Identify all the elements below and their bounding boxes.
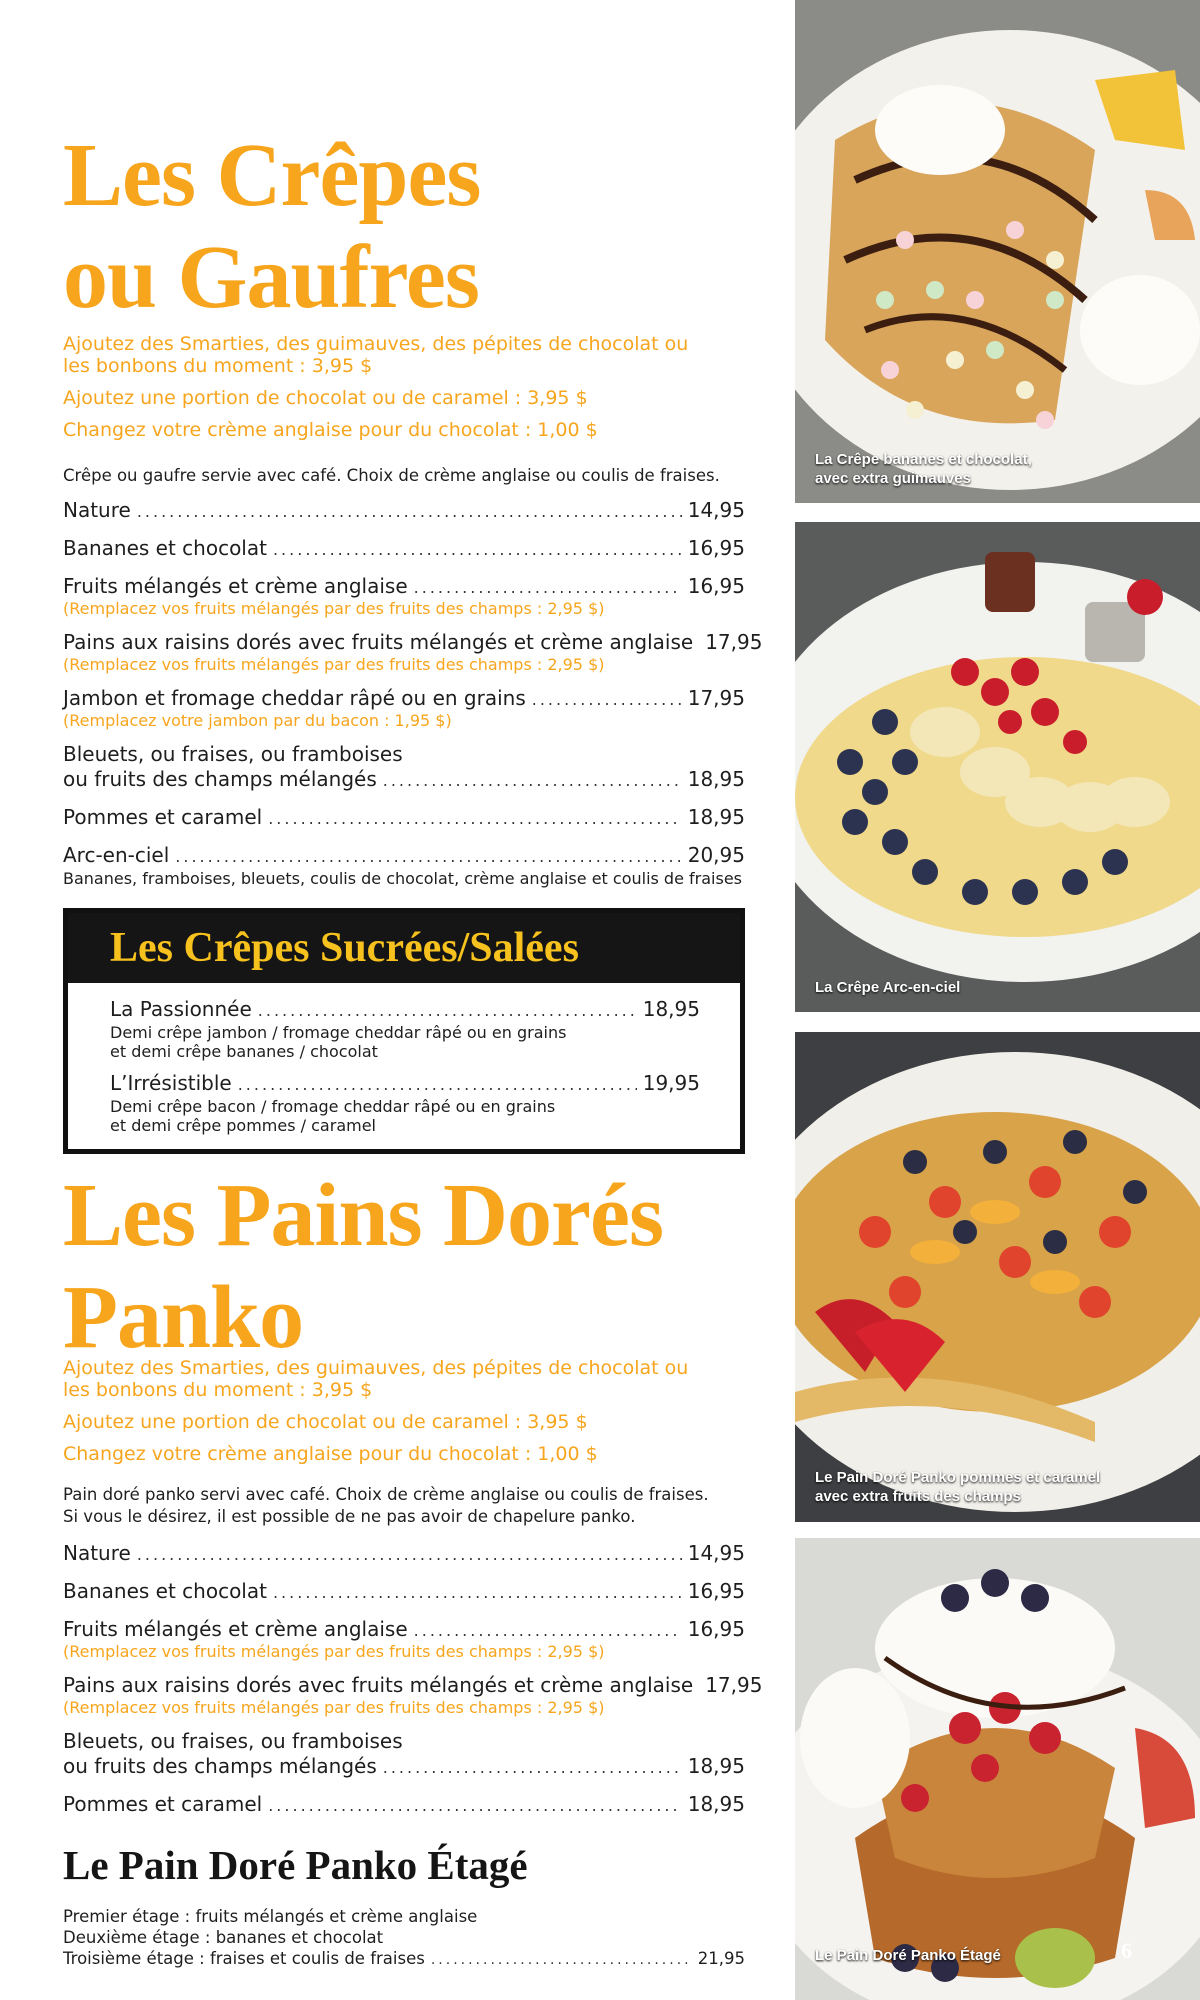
menu-item: Pommes et caramel ..... 18,95 xyxy=(63,1792,745,1818)
menu-item: La Passionnée ..... 18,95 Demi crêpe jambon / fromage cheddar râpé ou en grains et demi crêpe bananes / chocolat xyxy=(110,997,700,1061)
menu-item: L’Irrésistible ..... 19,95 Demi crêpe bacon / fromage cheddar râpé ou en grains et demi crêpe pommes / caramel xyxy=(110,1071,700,1135)
box-header xyxy=(68,913,740,983)
item-description: Demi crêpe bacon / fromage cheddar râpé ou en grains xyxy=(110,1097,556,1116)
page-number: 6 xyxy=(1121,1938,1132,1963)
addon-text: Ajoutez une portion de chocolat ou de caramel : 3,95 $ xyxy=(63,1411,588,1433)
photo-crepe-bananes xyxy=(795,0,1200,503)
menu-item: Fruits mélangés et crème anglaise ..... 16,95 (Remplacez vos fruits mélangés par des fruits des champs : 2,95 $) xyxy=(63,1617,745,1661)
pain-pommes-image xyxy=(795,1032,1200,1522)
addon-text: Ajoutez des Smarties, des guimauves, des pépites de chocolat ou les bonbons du moment : 3,95 $ xyxy=(63,1357,689,1401)
crepe-arc-en-ciel-image xyxy=(795,522,1200,1012)
photo-pain-etage xyxy=(795,1538,1200,2000)
item-description: et demi crêpe pommes / caramel xyxy=(110,1116,376,1135)
menu-item: Pains aux raisins dorés avec fruits mélangés et crème anglaise 17,95 (Remplacez vos fruits mélangés par des fruits des champs : 2,95 $) xyxy=(63,1673,763,1717)
stacked-floors xyxy=(63,1906,745,1971)
panko-addons xyxy=(63,1357,745,1475)
menu-item: Bleuets, ou fraises, ou framboises ou fruits des champs mélangés ..... 18,95 xyxy=(63,1729,745,1780)
stacked-price: 21,95 xyxy=(697,1949,745,1968)
item-note: (Remplacez vos fruits mélangés par des fruits des champs : 2,95 $) xyxy=(63,1698,605,1717)
addon-text: Changez votre crème anglaise pour du chocolat : 1,00 $ xyxy=(63,1443,598,1465)
menu-item: Fruits mélangés et crème anglaise ..... 16,95 (Remplacez vos fruits mélangés par des fruits des champs : 2,95 $) xyxy=(63,574,745,618)
photo-caption: Le Pain Doré Panko pommes et caramel avec extra fruits des champs xyxy=(815,1469,1101,1505)
menu-item: Arc-en-ciel ..... 20,95 Bananes, framboises, bleuets, coulis de chocolat, crème anglaise et coulis de fraises xyxy=(63,843,745,888)
stacked-title: Le Pain Doré Panko Étagé xyxy=(63,1842,528,1888)
addon-text: Ajoutez des Smarties, des guimauves, des pépites de chocolat ou les bonbons du moment : 3,95 $ xyxy=(63,333,689,377)
photo-caption: La Crêpe Arc-en-ciel xyxy=(815,979,961,996)
crepes-addons xyxy=(63,333,745,451)
sucrees-items xyxy=(110,997,700,1145)
pain-etage-image xyxy=(795,1538,1200,2000)
item-note: (Remplacez vos fruits mélangés par des fruits des champs : 2,95 $) xyxy=(63,655,605,674)
floor-line: Deuxième étage : bananes et chocolat xyxy=(63,1928,384,1947)
menu-item: Bananes et chocolat ..... 16,95 xyxy=(63,1579,745,1605)
menu-item: Pains aux raisins dorés avec fruits mélangés et crème anglaise 17,95 (Remplacez vos fruits mélangés par des fruits des champs : 2,95 $) xyxy=(63,630,763,674)
item-note: (Remplacez vos fruits mélangés par des fruits des champs : 2,95 $) xyxy=(63,1642,605,1661)
floor-line: Premier étage : fruits mélangés et crème anglaise xyxy=(63,1907,478,1926)
item-description: et demi crêpe bananes / chocolat xyxy=(110,1042,378,1061)
menu-item: Jambon et fromage cheddar râpé ou en grains ..... 17,95 (Remplacez votre jambon par du bacon : 1,95 $) xyxy=(63,686,745,730)
item-description: Bananes, framboises, bleuets, coulis de chocolat, crème anglaise et coulis de fraises xyxy=(63,869,742,888)
menu-item: Bananes et chocolat ..... 16,95 xyxy=(63,536,745,562)
crepes-items xyxy=(63,498,763,900)
crepes-title: Les Crêpes ou Gaufres xyxy=(63,126,481,327)
crepes-intro: Crêpe ou gaufre servie avec café. Choix de crème anglaise ou coulis de fraises. xyxy=(63,466,720,485)
sucrees-salees-box xyxy=(63,908,745,1154)
menu-item: Bleuets, ou fraises, ou framboises ou fruits des champs mélangés ..... 18,95 xyxy=(63,742,745,793)
menu-item: Nature ..... 14,95 xyxy=(63,498,745,524)
addon-text: Ajoutez une portion de chocolat ou de caramel : 3,95 $ xyxy=(63,387,588,409)
menu-item: Nature ..... 14,95 xyxy=(63,1541,745,1567)
panko-items xyxy=(63,1541,763,1830)
photo-crepe-arc-en-ciel xyxy=(795,522,1200,1012)
sucrees-salees-title: Les Crêpes Sucrées/Salées xyxy=(110,925,579,971)
photo-pain-pommes xyxy=(795,1032,1200,1522)
photo-caption: La Crêpe bananes et chocolat, avec extra guimauves xyxy=(815,451,1032,487)
item-note: (Remplacez votre jambon par du bacon : 1,95 $) xyxy=(63,711,452,730)
crepe-bananes-image xyxy=(795,0,1200,503)
item-description: Demi crêpe jambon / fromage cheddar râpé ou en grains xyxy=(110,1023,567,1042)
floor-line: Troisième étage : fraises et coulis de fraises xyxy=(63,1949,425,1968)
panko-title: Les Pains Dorés Panko xyxy=(63,1166,663,1367)
menu-item: Pommes et caramel ..... 18,95 xyxy=(63,805,745,831)
panko-intro: Pain doré panko servi avec café. Choix de crème anglaise ou coulis de fraises. Si vous le désirez, il est possible de ne pas avoir de chapelure panko. xyxy=(63,1485,709,1526)
item-note: (Remplacez vos fruits mélangés par des fruits des champs : 2,95 $) xyxy=(63,599,605,618)
addon-text: Changez votre crème anglaise pour du chocolat : 1,00 $ xyxy=(63,419,598,441)
photo-caption: Le Pain Doré Panko Étagé xyxy=(815,1947,1001,1964)
